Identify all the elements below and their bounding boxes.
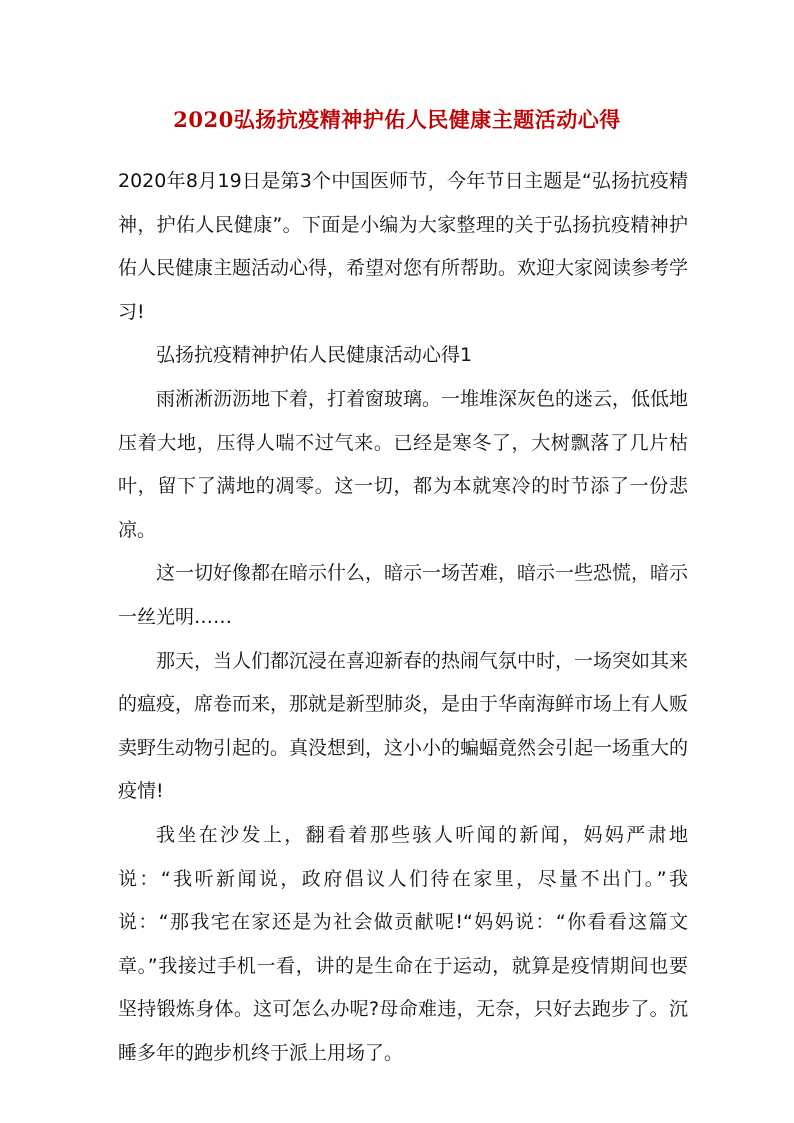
intro-paragraph: 2020年8月19日是第3个中国医师节，今年节日主题是“弘扬抗疫精神，护佑人民健康”。下面是小编为大家整理的关于弘扬抗疫精神护佑人民健康主题活动心得，希望对您有所帮助。欢迎大家阅读参考学习! <box>118 170 689 323</box>
body-paragraph: 雨淅淅沥沥地下着，打着窗玻璃。一堆堆深灰色的迷云，低低地压着大地，压得人喘不过气来。已经是寒冬了，大树飘落了几片枯叶，留下了满地的凋零。这一切，都为本就寒冷的时节添了一份悲凉。 <box>118 387 689 541</box>
document-title: 2020弘扬抗疫精神护佑人民健康主题活动心得 <box>173 107 621 132</box>
body-paragraph: 那天，当人们都沉浸在喜迎新春的热闹气氛中时，一场突如其来的瘟疫，席卷而来，那就是新型肺炎，是由于华南海鲜市场上有人贩卖野生动物引起的。真没想到，这小小的蝙蝠竟然会引起一场重大的疫情! <box>118 649 689 803</box>
section-heading: 弘扬抗疫精神护佑人民健康活动心得1 <box>156 344 473 367</box>
body-paragraph: 这一切好像都在暗示什么，暗示一场苦难，暗示一些恐慌，暗示一丝光明…… <box>118 562 689 628</box>
body-paragraph: 我坐在沙发上，翻看着那些骇人听闻的新闻，妈妈严肃地说：“我听新闻说，政府倡议人们待在家里，尽量不出门。”我说：“那我宅在家还是为社会做贡献呢!“妈妈说：“你看看这篇文章。”我接过手机一看，讲的是生命在于运动，就算是疫情期间也要坚持锻炼身体。这可怎么办呢?母命难违，无奈，只好去跑步了。沉睡多年的跑步机终于派上用场了。 <box>118 823 688 1064</box>
document-body <box>118 160 688 1075</box>
